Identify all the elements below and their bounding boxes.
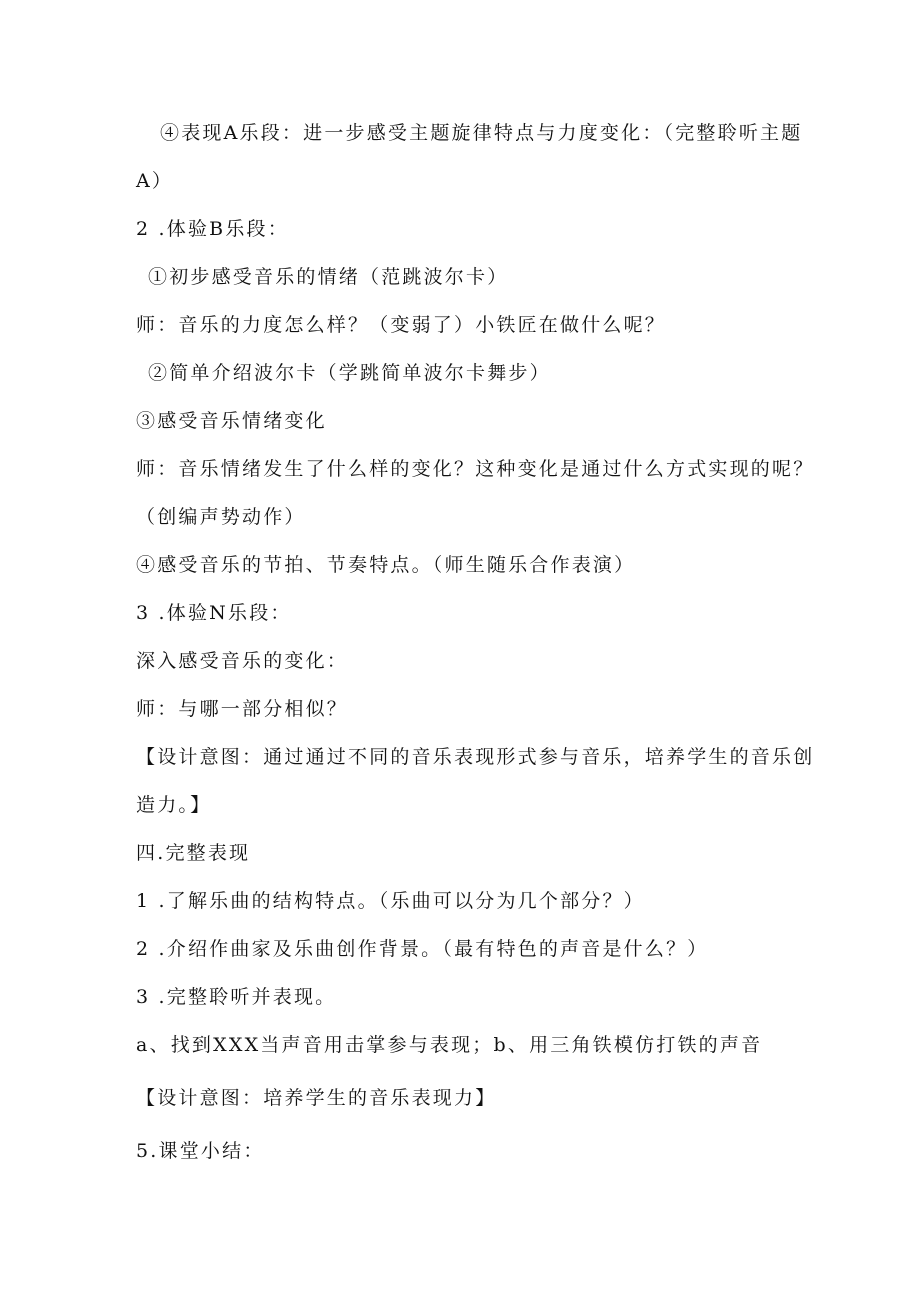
text-line: （创编声势动作） [136, 506, 306, 528]
section-heading: 2 .体验B乐段： [136, 218, 289, 240]
design-intent-note: 【设计意图：通过通过不同的音乐表现形式参与音乐，培养学生的音乐创 [136, 746, 815, 768]
text-line: A） [136, 170, 174, 192]
design-intent-note: 【设计意图：培养学生的音乐表现力】 [136, 1087, 497, 1109]
text-line: 深入感受音乐的变化： [136, 650, 349, 672]
section-heading: 3 .体验N乐段： [136, 602, 292, 624]
section-heading: 四.完整表现 [136, 842, 251, 864]
text-line: 师：音乐情绪发生了什么样的变化？这种变化是通过什么方式实现的呢？ [136, 458, 815, 480]
text-line: ①初步感受音乐的情绪（范跳波尔卡） [148, 266, 509, 288]
text-line: ④感受音乐的节拍、节奏特点。（师生随乐合作表演） [136, 554, 636, 576]
section-heading: 5.课堂小结： [136, 1140, 265, 1162]
text-line: ④表现A乐段：进一步感受主题旋律特点与力度变化：（完整聆听主题 [160, 122, 803, 144]
text-line: 1 .了解乐曲的结构特点。（乐曲可以分为几个部分？） [136, 890, 645, 912]
text-line: 师：与哪一部分相似？ [136, 698, 349, 720]
text-line: ③感受音乐情绪变化 [136, 410, 327, 432]
text-line: 2 .介绍作曲家及乐曲创作背景。（最有特色的声音是什么？） [136, 938, 709, 960]
text-line: 师：音乐的力度怎么样？（变弱了）小铁匠在做什么呢？ [136, 314, 667, 336]
design-intent-note: 造力。】 [136, 794, 212, 816]
text-line: ②简单介绍波尔卡（学跳简单波尔卡舞步） [148, 362, 551, 384]
text-line: 3 .完整聆听并表现。 [136, 986, 337, 1008]
text-line: a、找到XXX当声音用击掌参与表现；b、用三角铁模仿打铁的声音 [136, 1034, 763, 1056]
